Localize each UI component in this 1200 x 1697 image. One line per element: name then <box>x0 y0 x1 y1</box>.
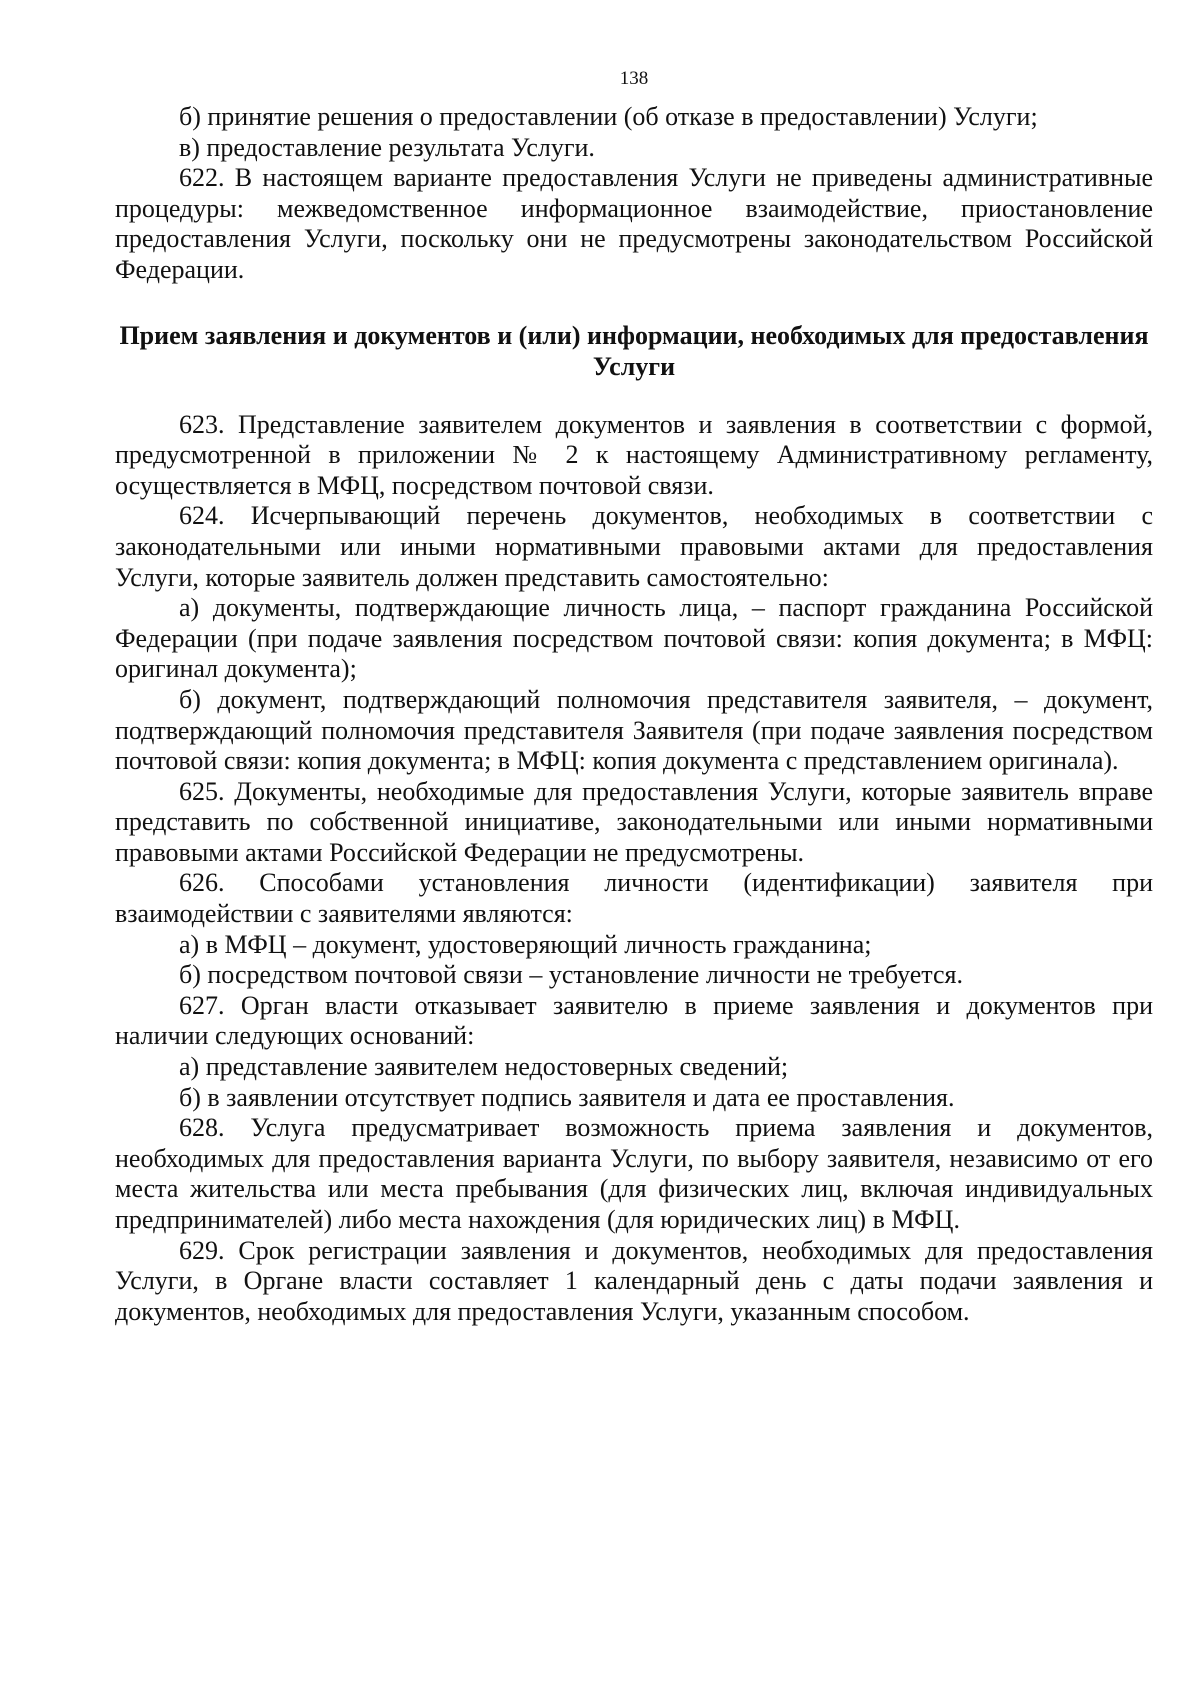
paragraph-623: 623. Представление заявителем документов и заявления в соответствии с формой, предусмотренной в приложении № 2 к настоящему Административному регламенту, осуществляется в МФЦ, посредством почтовой связи. <box>115 409 1153 500</box>
paragraph-629: 629. Срок регистрации заявления и документов, необходимых для предоставления Услуги, в Органе власти составляет 1 календарный день с даты подачи заявления и документов, необходимых для предоставления Услуги, указанным способом. <box>115 1235 1153 1326</box>
document-page <box>115 68 1153 1327</box>
paragraph-622: 622. В настоящем варианте предоставления Услуги не приведены административные процедуры: межведомственное информационное взаимодействие, приостановление предоставления Услуги, поскольку они не предусмотрены законодательством Российской Федерации. <box>115 163 1153 284</box>
paragraph-item-b-decision: б) принятие решения о предоставлении (об отказе в предоставлении) Услуги; <box>179 102 1038 131</box>
paragraph-627-a: а) представление заявителем недостоверных сведений; <box>179 1052 789 1082</box>
page-number: 138 <box>619 68 649 89</box>
paragraph-624-b: б) документ, подтверждающий полномочия представителя заявителя, – документ, подтверждающий полномочия представителя Заявителя (при подаче заявления посредством почтовой связи: копия документа; в МФЦ: копия документа с представлением оригинала). <box>115 684 1153 776</box>
paragraph-624-a: а) документы, подтверждающие личность лица, – паспорт гражданина Российской Федерации (при подаче заявления посредством почтовой связи: копия документа; в МФЦ: оригинал документа); <box>115 593 1153 684</box>
paragraph-628: 628. Услуга предусматривает возможность приема заявления и документов, необходимых для предоставления варианта Услуги, по выбору заявителя, независимо от его места жительства или места пребывания (для физических лиц, включая индивидуальных предпринимателей) либо места нахождения (для юридических лиц) в МФЦ. <box>115 1113 1153 1234</box>
paragraph-626-b: б) посредством почтовой связи – установление личности не требуется. <box>179 960 963 990</box>
paragraph-627-b: б) в заявлении отсутствует подпись заявителя и дата ее проставления. <box>179 1082 955 1112</box>
paragraph-627: 627. Орган власти отказывает заявителю в приеме заявления и документов при наличии следующих оснований: <box>115 990 1153 1051</box>
paragraph-item-v-result: в) предоставление результата Услуги. <box>179 132 595 162</box>
section-heading: Прием заявления и документов и (или) информации, необходимых для предоставления Услуги <box>119 320 1149 381</box>
paragraph-626-a: а) в МФЦ – документ, удостоверяющий личность гражданина; <box>179 929 872 959</box>
paragraph-625: 625. Документы, необходимые для предоставления Услуги, которые заявитель вправе представить по собственной инициативе, законодательными или иными нормативными правовыми актами Российской Федерации не предусмотрены. <box>115 776 1153 867</box>
paragraph-626: 626. Способами установления личности (идентификации) заявителя при взаимодействии с заявителями являются: <box>115 868 1153 929</box>
paragraph-624: 624. Исчерпывающий перечень документов, необходимых в соответствии с законодательными или иными нормативными правовыми актами для предоставления Услуги, которые заявитель должен представить самостоятельно: <box>115 501 1153 592</box>
